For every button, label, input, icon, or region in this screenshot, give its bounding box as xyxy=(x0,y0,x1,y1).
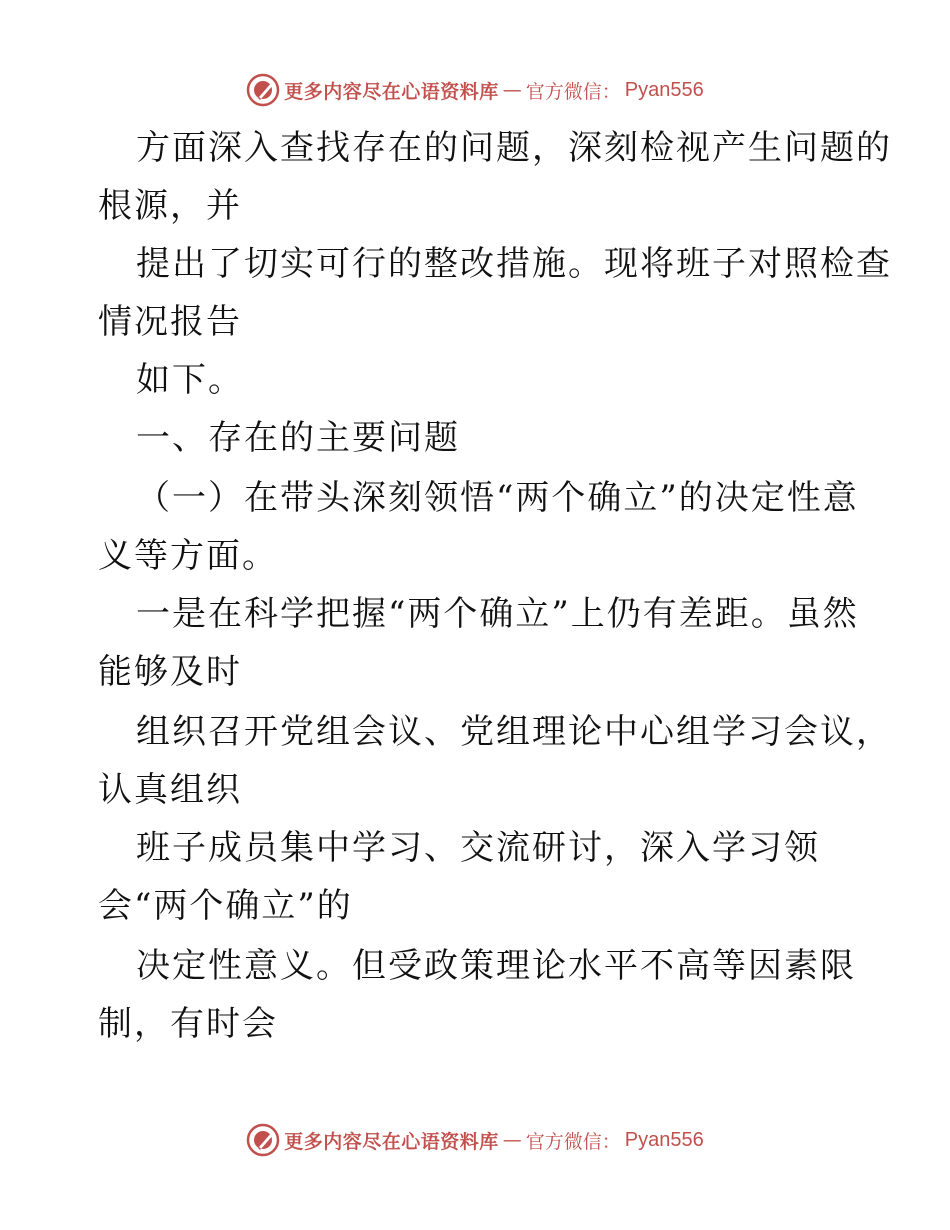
text-line: 根源，并 xyxy=(98,186,242,226)
text-line: 如下。 xyxy=(136,360,244,400)
pen-logo-icon xyxy=(246,73,280,107)
text-line: 提出了切实可行的整改措施。现将班子对照检查 xyxy=(136,244,892,284)
text-line: 决定性意义。但受政策理论水平不高等因素限 xyxy=(136,946,856,986)
subsection-heading: （一）在带头深刻领悟“两个确立”的决定性意 xyxy=(136,478,859,518)
watermark-brand: 更多内容尽在心语资料库 xyxy=(284,80,499,103)
text-line: 认真组织 xyxy=(98,770,242,810)
pen-logo-icon xyxy=(246,1123,280,1157)
text-line: 一是在科学把握“两个确立”上仍有差距。虽然 xyxy=(136,594,859,634)
text-line: 班子成员集中学习、交流研讨，深入学习领 xyxy=(136,828,820,868)
footer-watermark xyxy=(0,1120,950,1160)
text-line: 制，有时会 xyxy=(98,1004,278,1044)
watermark-dash: — xyxy=(502,79,522,101)
text-line: 组织召开党组会议、党组理论中心组学习会议， xyxy=(136,712,892,752)
watermark-id: Pyan556 xyxy=(624,78,704,101)
text-line: 情况报告 xyxy=(98,302,242,342)
watermark-label: 官方微信： xyxy=(525,1130,621,1153)
watermark-id: Pyan556 xyxy=(624,1128,704,1151)
watermark-brand: 更多内容尽在心语资料库 xyxy=(284,1130,499,1153)
text-line: 义等方面。 xyxy=(98,536,278,576)
text-line: 能够及时 xyxy=(98,652,242,692)
header-watermark xyxy=(0,70,950,110)
section-heading: 一、存在的主要问题 xyxy=(136,418,460,458)
watermark-dash: — xyxy=(502,1129,522,1151)
text-line: 方面深入查找存在的问题，深刻检视产生问题的 xyxy=(136,128,892,168)
watermark-label: 官方微信： xyxy=(525,80,621,103)
text-line: 会“两个确立”的 xyxy=(98,886,353,926)
